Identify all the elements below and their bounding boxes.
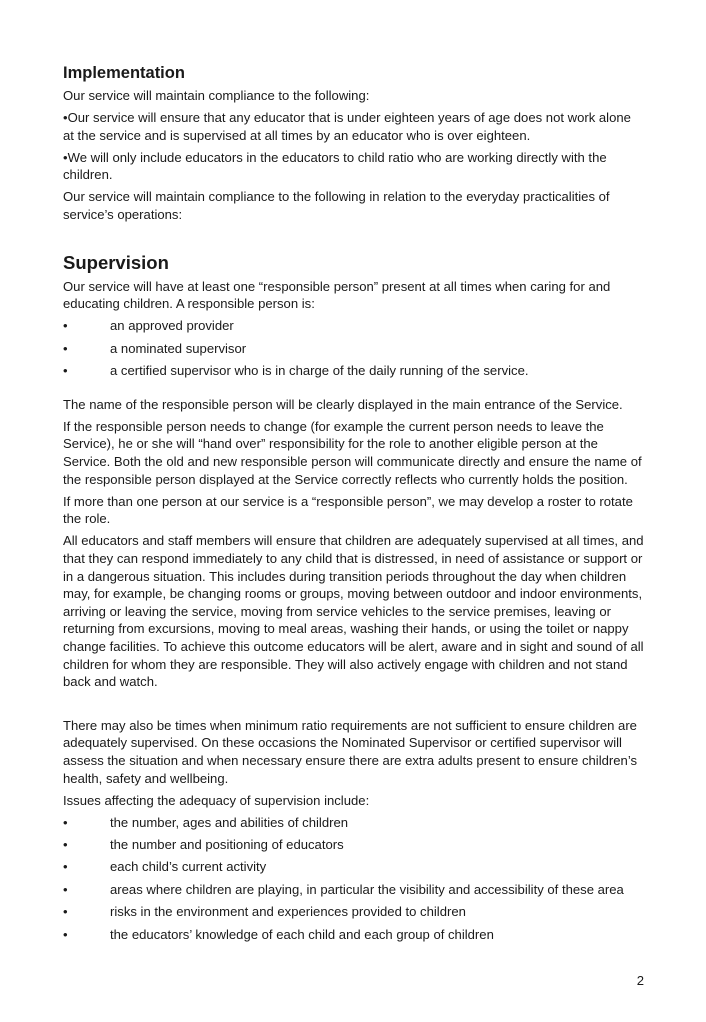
implementation-outro: Our service will maintain compliance to the following in relation to the everyday practicalities of service’s operations: <box>63 189 610 223</box>
bullet-icon: • <box>63 881 68 897</box>
bullet-icon: • <box>63 318 68 334</box>
list-item <box>63 814 645 832</box>
bullet-icon: • <box>63 837 68 853</box>
page-number: 2 <box>636 973 644 988</box>
list-item-text: risks in the environment and experiences provided to children <box>110 904 466 920</box>
responsible-person-list <box>63 317 645 379</box>
list-item <box>63 926 645 944</box>
implementation-point: •We will only include educators in the educators to child ratio who are working directly with the children. <box>63 149 607 183</box>
list-item-text: the number, ages and abilities of children <box>110 814 349 830</box>
bullet-icon: • <box>63 904 68 920</box>
list-item-text: a certified supervisor who is in charge of the daily running of the service. <box>110 363 529 379</box>
bullet-icon: • <box>63 363 68 379</box>
list-item-text: areas where children are playing, in particular the visibility and accessibility of these area <box>110 881 624 897</box>
implementation-section <box>63 62 645 224</box>
list-item <box>63 340 645 358</box>
implementation-intro: Our service will maintain compliance to the following: <box>63 88 370 103</box>
ratio-paragraph: There may also be times when minimum ratio requirements are not sufficient to ensure children are adequately supervised. On these occasions the Nominated Supervisor or certified supervisor will assess the situation and when necessary ensure there are extra adults present to ensure children’s health, safety and wellbeing. <box>63 717 638 786</box>
supervision-heading: Supervision <box>63 251 169 273</box>
list-item <box>63 881 645 899</box>
list-item-text: the educators’ knowledge of each child and each group of children <box>110 926 494 942</box>
list-item <box>63 858 645 876</box>
body-paragraph: The name of the responsible person will be clearly displayed in the main entrance of the Service. <box>63 396 623 412</box>
body-paragraph: All educators and staff members will ensure that children are adequately supervised at all times, and that they can respond immediately to any child that is distressed, in need of assistance or support or in a dangerous situation. This includes during transition periods throughout the day when children may, for example, be changing rooms or groups, moving between outdoor and indoor environments, arriving or leaving the service, moving from service vehicles to the service premises, leaving or returning from excursions, moving to meal areas, washing their hands, or using the toilet or nappy change facilities. To achieve this outcome educators will be alert, aware and in sight and sound of all children for whom they are responsible. They will also actively engage with children and not stand back and watch. <box>63 533 644 690</box>
bullet-icon: • <box>63 926 68 942</box>
list-item <box>63 362 645 380</box>
body-paragraph: If the responsible person needs to change (for example the current person needs to leave the Service), he or she will “hand over” responsibility for the role to another eligible person at the Service. Both the old and new responsible person will communicate directly and ensure the name of the responsible person displayed at the Service correctly reflects who currently holds the position. <box>63 418 642 487</box>
supervision-intro: Our service will have at least one “responsible person” present at all times when caring for and educating children. A responsible person is: <box>63 278 611 312</box>
issues-intro: Issues affecting the adequacy of supervision include: <box>63 792 370 808</box>
document-page <box>63 62 645 948</box>
list-item-text: each child’s current activity <box>110 859 267 875</box>
implementation-point: •Our service will ensure that any educator that is under eighteen years of age does not work alone at the service and is supervised at all times by an educator who is over eighteen. <box>63 110 631 143</box>
list-item <box>63 317 645 335</box>
supervision-issues-list <box>63 814 645 944</box>
body-paragraph: If more than one person at our service is a “responsible person”, we may develop a roster to rotate the role. <box>63 493 633 527</box>
list-item-text: an approved provider <box>110 318 234 334</box>
supervision-section <box>63 250 645 944</box>
list-item-text: the number and positioning of educators <box>110 837 344 853</box>
bullet-icon: • <box>63 859 68 875</box>
list-item-text: a nominated supervisor <box>110 340 247 356</box>
implementation-heading: Implementation <box>63 64 185 82</box>
bullet-icon: • <box>63 814 68 830</box>
list-item <box>63 836 645 854</box>
list-item <box>63 903 645 921</box>
bullet-icon: • <box>63 340 68 356</box>
